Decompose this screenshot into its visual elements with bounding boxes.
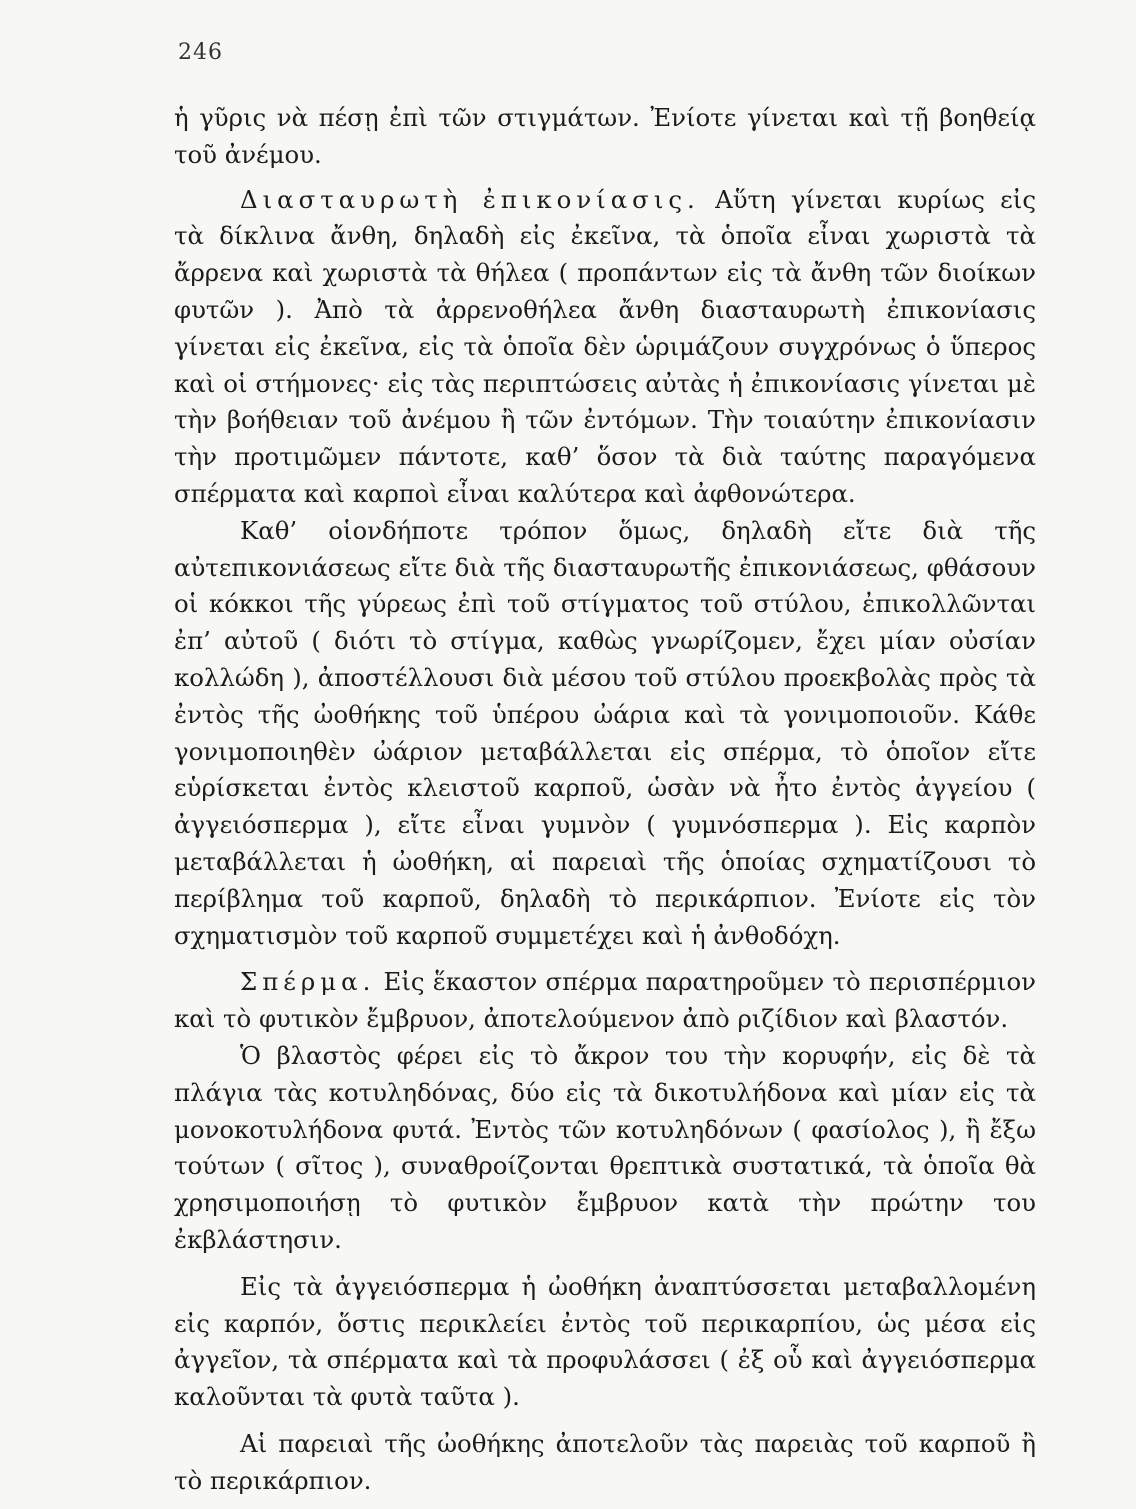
page-number: 246 [178, 40, 223, 65]
paragraph-text: Εἰς τὰ ἀγγειόσπερμα ἡ ὠοθήκη ἀναπτύσσεται μεταβαλλομένη εἰς καρπόν, ὅστις περικλείει ἐντὸς τοῦ περικαρπίου, ὡς μέσα εἰς ἀγγεῖον, τὰ σπέρματα καὶ τὰ προφυλάσσει ( ἐξ οὗ καὶ ἀγγειόσπερμα καλοῦνται τὰ φυτὰ ταῦτα ). [174, 1271, 1036, 1412]
paragraph-text: Εἰς ἕκαστον σπέρμα παρατηροῦμεν τὸ περισπέρμιον καὶ τὸ φυτικὸν ἔμβρυον, ἀποτελούμενον ἀπὸ ριζίδιον καὶ βλαστόν. [174, 967, 1036, 1034]
paragraph-text: Αἱ παρειαὶ τῆς ὠοθήκης ἀποτελοῦν τὰς παρειὰς τοῦ καρποῦ ἢ τὸ περικάρπιον. [174, 1428, 1036, 1495]
paragraph [174, 964, 1036, 1038]
paragraph [174, 513, 1036, 955]
paragraph-text: Ὁ βλαστὸς φέρει εἰς τὸ ἄκρον του τὴν κορυφήν, εἰς δὲ τὰ πλάγια τὰς κοτυληδόνας, δύο εἰς τὰ δικοτυλήδονα καὶ μίαν εἰς τὰ μονοκοτυλήδονα φυτά. Ἐντὸς τῶν κοτυληδόνων ( φασίολος ), ἢ ἔξω τούτων ( σῖτος ), συναθροίζονται θρεπτικὰ συστατικά, τὰ ὁποῖα θὰ χρησιμοποιήσῃ τὸ φυτικὸν ἔμβρυον κατὰ τὴν πρώτην του ἐκβλάστησιν. [174, 1040, 1036, 1254]
section-heading: Σπέρμα. [240, 967, 376, 997]
paragraph [174, 1038, 1036, 1259]
section-heading: Διασταυρωτὴ ἐπικονίασις. [240, 184, 700, 214]
paragraph [174, 1426, 1036, 1500]
paragraph-text: Καθ’ οἱονδήποτε τρόπον ὅμως, δηλαδὴ εἴτε διὰ τῆς αὐτεπικονιάσεως εἴτε διὰ τῆς διασταυρωτῆς ἐπικονιάσεως, φθάσουν οἱ κόκκοι τῆς γύρεως ἐπὶ τοῦ στίγματος τοῦ στύλου, ἐπικολλῶνται ἐπ’ αὐτοῦ ( διότι τὸ στίγμα, καθὼς γνωρίζομεν, ἔχει μίαν οὐσίαν κολλώδη ), ἀποστέλλουσι διὰ μέσου τοῦ στύλου προεκβολὰς πρὸς τὰ ἐντὸς τῆς ὠοθήκης τοῦ ὑπέρου ὠάρια καὶ τὰ γονιμοποιοῦν. Κάθε γονιμοποιηθὲν ὠάριον μεταβάλλεται εἰς σπέρμα, τὸ ὁποῖον εἴτε εὑρίσκεται ἐντὸς κλειστοῦ καρποῦ, ὡσὰν νὰ ἦτο ἐντὸς ἀγγείου ( ἀγγειόσπερμα ), εἴτε εἶναι γυμνὸν ( γυμνόσπερμα ). Εἰς καρπὸν μεταβάλλεται ἡ ὠοθήκη, αἱ παρειαὶ τῆς ὁποίας σχηματίζουσι τὸ περίβλημα τοῦ καρποῦ, δηλαδὴ τὸ περικάρπιον. Ἐνίοτε εἰς τὸν σχηματισμὸν τοῦ καρποῦ συμμετέχει καὶ ἡ ἀνθοδόχη. [174, 515, 1036, 950]
paragraph [174, 182, 1036, 513]
paragraph [174, 100, 1036, 174]
paragraph [174, 1269, 1036, 1416]
paragraph-text: ἡ γῦρις νὰ πέσῃ ἐπὶ τῶν στιγμάτων. Ἐνίοτε γίνεται καὶ τῇ βοηθείᾳ τοῦ ἀνέμου. [174, 103, 1036, 169]
body-text [174, 100, 1036, 1509]
paragraph-text: Αὕτη γίνεται κυρίως εἰς τὰ δίκλινα ἄνθη, δηλαδὴ εἰς ἐκεῖνα, τὰ ὁποῖα εἶναι χωριστὰ τὰ ἄρρενα καὶ χωριστὰ τὰ θήλεα ( προπάντων εἰς τὰ ἄνθη τῶν διοίκων φυτῶν ). Ἀπὸ τὰ ἀρρενοθήλεα ἄνθη διασταυρωτὴ ἐπικονίασις γίνεται εἰς ἐκεῖνα, εἰς τὰ ὁποῖα δὲν ὡριμάζουν συγχρόνως ὁ ὕπερος καὶ οἱ στήμονες· εἰς τὰς περιπτώσεις αὐτὰς ἡ ἐπικονίασις γίνεται μὲ τὴν βοήθειαν τοῦ ἀνέμου ἢ τῶν ἐντόμων. Τὴν τοιαύτην ἐπικονίασιν τὴν προτιμῶμεν πάντοτε, καθ’ ὅσον τὰ διὰ ταύτης παραγόμενα σπέρματα καὶ καρποὶ εἶναι καλύτερα καὶ ἀφθονώτερα. [174, 184, 1036, 508]
